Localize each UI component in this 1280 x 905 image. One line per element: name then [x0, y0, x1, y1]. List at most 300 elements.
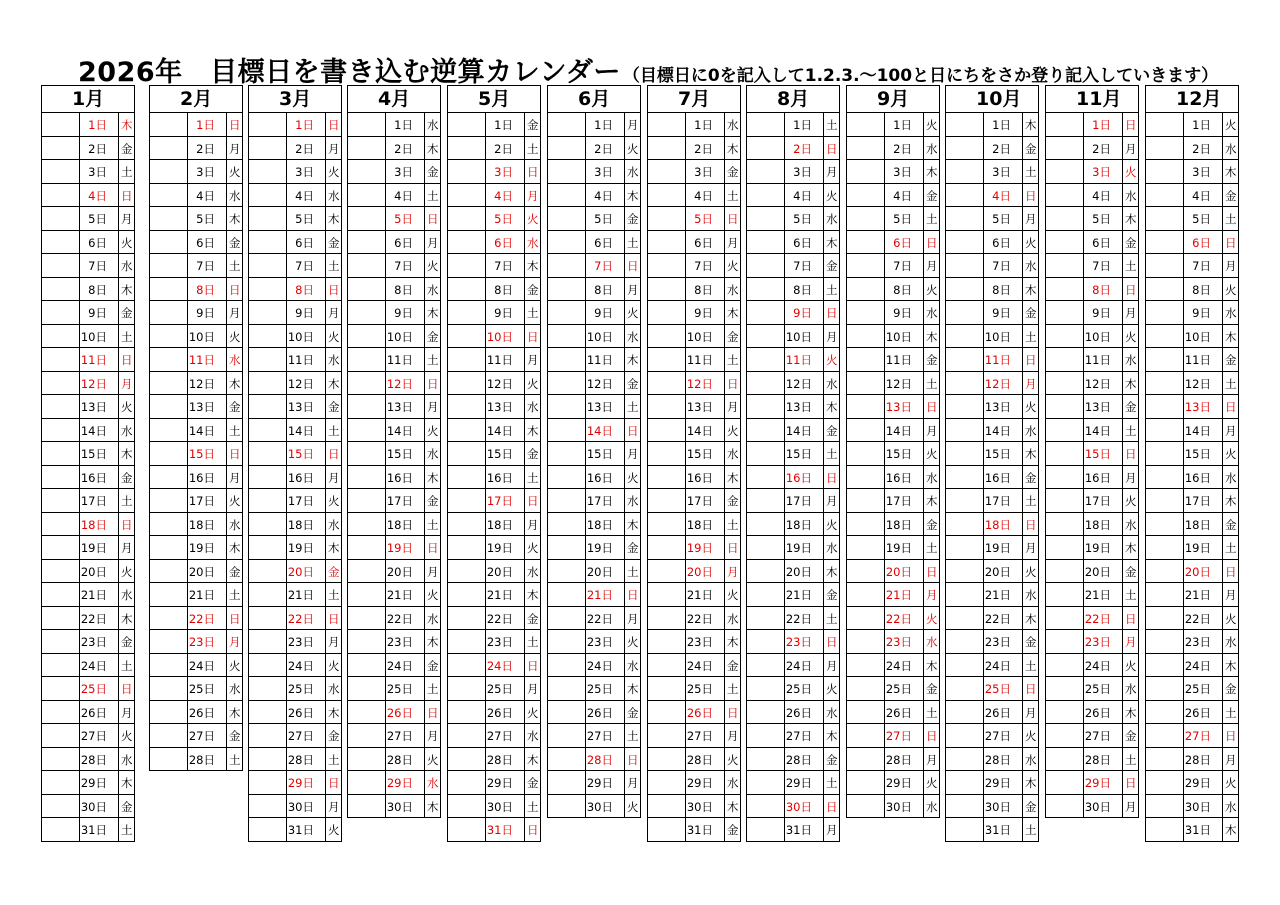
weekday-divider	[226, 536, 227, 559]
weekday-label: 土	[926, 376, 938, 391]
day-number: 27日	[586, 729, 613, 743]
weekday-label: 水	[1225, 141, 1237, 156]
day-row	[547, 748, 641, 772]
day-number: 31日	[486, 823, 513, 837]
day-row	[945, 325, 1039, 349]
day-row	[945, 583, 1039, 607]
weekday-divider	[823, 184, 824, 207]
weekday-divider	[724, 818, 725, 841]
day-row	[746, 818, 840, 842]
weekday-divider	[923, 113, 924, 136]
day-row	[647, 748, 741, 772]
weekday-label: 木	[1225, 165, 1237, 179]
weekday-divider	[325, 231, 326, 254]
weekday-label: 水	[1125, 682, 1137, 696]
day-number: 18日	[686, 517, 713, 532]
day-row	[547, 701, 641, 725]
weekday-divider	[1122, 442, 1123, 465]
day-number: 13日	[188, 400, 215, 414]
day-number: 6日	[594, 235, 613, 250]
weekday-label: 月	[727, 235, 739, 250]
day-number: 24日	[80, 658, 107, 673]
weekday-divider	[1222, 207, 1223, 230]
weekday-divider	[823, 748, 824, 771]
weekday-divider	[823, 278, 824, 301]
weekday-divider	[118, 395, 119, 418]
weekday-divider	[325, 442, 326, 465]
day-number: 6日	[893, 235, 912, 250]
weekday-divider	[1122, 677, 1123, 700]
memo-cell-divider	[286, 113, 287, 136]
day-number: 3日	[594, 165, 613, 179]
day-number: 20日	[686, 564, 713, 579]
weekday-divider	[226, 254, 227, 277]
weekday-label: 土	[826, 776, 838, 790]
memo-cell-divider	[784, 630, 785, 653]
month-header: 9月	[846, 85, 940, 113]
day-row	[41, 489, 135, 513]
weekday-label: 火	[1225, 611, 1237, 626]
weekday-label: 月	[427, 729, 439, 743]
day-row	[1145, 348, 1239, 372]
day-row	[846, 419, 940, 443]
day-number: 29日	[984, 776, 1011, 790]
weekday-label: 土	[727, 682, 739, 696]
memo-cell-divider	[286, 630, 287, 653]
day-row	[447, 231, 541, 255]
day-row	[41, 513, 135, 537]
day-number: 22日	[1184, 611, 1211, 626]
weekday-divider	[118, 348, 119, 371]
weekday-divider	[624, 795, 625, 818]
memo-cell-divider	[79, 348, 80, 371]
day-number: 1日	[893, 118, 912, 132]
day-number: 22日	[1084, 611, 1111, 626]
weekday-divider	[823, 325, 824, 348]
memo-cell-divider	[685, 442, 686, 465]
weekday-divider	[1222, 818, 1223, 841]
day-number: 7日	[893, 259, 912, 273]
day-number: 1日	[594, 118, 613, 132]
day-row	[149, 395, 243, 419]
weekday-divider	[118, 654, 119, 677]
weekday-label: 金	[1225, 682, 1237, 696]
weekday-divider	[1122, 795, 1123, 818]
day-row	[647, 207, 741, 231]
month-header: 6月	[547, 85, 641, 113]
day-number: 12日	[287, 376, 314, 391]
day-row	[945, 207, 1039, 231]
weekday-divider	[424, 701, 425, 724]
day-number: 12日	[80, 376, 107, 391]
memo-cell-divider	[1083, 372, 1084, 395]
memo-cell-divider	[286, 677, 287, 700]
day-number: 2日	[992, 141, 1011, 156]
weekday-divider	[624, 372, 625, 395]
day-row	[149, 677, 243, 701]
memo-cell-divider	[685, 325, 686, 348]
weekday-label: 水	[1125, 188, 1137, 203]
weekday-label: 土	[229, 423, 241, 438]
day-row	[746, 466, 840, 490]
weekday-label: 水	[427, 447, 439, 461]
weekday-divider	[624, 489, 625, 512]
day-number: 21日	[1184, 588, 1211, 602]
weekday-label: 日	[627, 752, 639, 767]
weekday-label: 日	[826, 141, 838, 156]
memo-cell-divider	[187, 654, 188, 677]
day-row	[647, 654, 741, 678]
weekday-divider	[1122, 254, 1123, 277]
weekday-divider	[1222, 301, 1223, 324]
weekday-divider	[624, 113, 625, 136]
day-number: 19日	[984, 541, 1011, 555]
day-number: 9日	[394, 306, 413, 320]
day-row	[647, 630, 741, 654]
weekday-divider	[226, 372, 227, 395]
day-row	[248, 160, 342, 184]
weekday-label: 木	[1225, 658, 1237, 673]
memo-cell-divider	[187, 466, 188, 489]
memo-cell-divider	[685, 395, 686, 418]
memo-cell-divider	[286, 489, 287, 512]
month-column	[149, 85, 243, 771]
weekday-divider	[118, 513, 119, 536]
weekday-label: 火	[527, 541, 539, 555]
memo-cell-divider	[585, 137, 586, 160]
day-row	[149, 536, 243, 560]
memo-cell-divider	[784, 325, 785, 348]
day-number: 6日	[494, 235, 513, 250]
weekday-divider	[1022, 489, 1023, 512]
weekday-label: 火	[727, 259, 739, 273]
day-number: 20日	[1184, 564, 1211, 579]
weekday-label: 木	[527, 259, 539, 273]
weekday-divider	[624, 654, 625, 677]
day-row	[647, 583, 741, 607]
weekday-divider	[118, 325, 119, 348]
weekday-divider	[1222, 419, 1223, 442]
weekday-label: 水	[1225, 635, 1237, 649]
weekday-label: 火	[1225, 776, 1237, 790]
weekday-divider	[325, 583, 326, 606]
weekday-label: 火	[427, 752, 439, 767]
weekday-divider	[1022, 771, 1023, 794]
day-number: 3日	[893, 165, 912, 179]
memo-cell-divider	[385, 325, 386, 348]
day-row	[647, 160, 741, 184]
day-row	[447, 442, 541, 466]
day-row	[447, 630, 541, 654]
month-header: 11月	[1045, 85, 1139, 113]
weekday-divider	[923, 231, 924, 254]
memo-cell-divider	[983, 254, 984, 277]
weekday-label: 日	[926, 235, 938, 250]
weekday-divider	[524, 160, 525, 183]
day-number: 21日	[586, 588, 613, 602]
day-row	[347, 278, 441, 302]
day-row	[846, 348, 940, 372]
day-row	[1045, 607, 1139, 631]
memo-cell-divider	[1183, 654, 1184, 677]
day-number: 24日	[188, 658, 215, 673]
day-row	[347, 207, 441, 231]
memo-cell-divider	[884, 395, 885, 418]
weekday-divider	[1022, 113, 1023, 136]
day-number: 3日	[992, 165, 1011, 179]
day-number: 20日	[486, 564, 513, 579]
memo-cell-divider	[685, 113, 686, 136]
weekday-label: 日	[627, 423, 639, 438]
memo-cell-divider	[79, 654, 80, 677]
weekday-label: 土	[427, 682, 439, 696]
day-number: 25日	[1184, 682, 1211, 696]
month-header: 5月	[447, 85, 541, 113]
weekday-divider	[624, 442, 625, 465]
day-row	[41, 325, 135, 349]
day-row	[347, 489, 441, 513]
day-row	[547, 513, 641, 537]
memo-cell-divider	[784, 654, 785, 677]
weekday-label: 火	[328, 329, 340, 344]
weekday-label: 水	[926, 141, 938, 156]
day-row	[746, 301, 840, 325]
day-row	[447, 748, 541, 772]
weekday-divider	[923, 748, 924, 771]
weekday-label: 日	[926, 400, 938, 414]
weekday-divider	[724, 466, 725, 489]
memo-cell-divider	[784, 560, 785, 583]
memo-cell-divider	[385, 254, 386, 277]
memo-cell-divider	[685, 160, 686, 183]
day-row	[248, 348, 342, 372]
weekday-label: 月	[328, 306, 340, 320]
weekday-label: 金	[1025, 635, 1037, 649]
weekday-divider	[325, 489, 326, 512]
day-row	[1145, 207, 1239, 231]
day-number: 7日	[494, 259, 513, 273]
weekday-divider	[524, 137, 525, 160]
day-row	[846, 630, 940, 654]
weekday-divider	[1222, 231, 1223, 254]
weekday-divider	[823, 207, 824, 230]
weekday-divider	[524, 184, 525, 207]
weekday-label: 金	[427, 329, 439, 344]
weekday-divider	[823, 301, 824, 324]
weekday-label: 水	[229, 188, 241, 203]
weekday-divider	[226, 701, 227, 724]
weekday-divider	[823, 818, 824, 841]
day-number: 26日	[885, 705, 912, 720]
weekday-label: 金	[229, 235, 241, 250]
day-row	[149, 231, 243, 255]
day-row	[846, 372, 940, 396]
day-row	[547, 630, 641, 654]
memo-cell-divider	[79, 184, 80, 207]
day-row	[1045, 701, 1139, 725]
day-row	[248, 724, 342, 748]
weekday-label: 日	[229, 118, 241, 132]
day-row	[149, 442, 243, 466]
day-number: 11日	[80, 353, 107, 367]
memo-cell-divider	[187, 278, 188, 301]
memo-cell-divider	[884, 442, 885, 465]
weekday-label: 金	[1025, 799, 1037, 814]
memo-cell-divider	[79, 677, 80, 700]
day-number: 28日	[386, 752, 413, 767]
day-number: 18日	[1084, 517, 1111, 532]
weekday-label: 水	[727, 118, 739, 132]
day-number: 15日	[984, 447, 1011, 461]
day-number: 6日	[295, 235, 314, 250]
weekday-label: 木	[826, 400, 838, 414]
weekday-divider	[1222, 724, 1223, 747]
weekday-divider	[424, 677, 425, 700]
memo-cell-divider	[784, 301, 785, 324]
day-row	[846, 160, 940, 184]
day-row	[547, 442, 641, 466]
weekday-label: 木	[229, 212, 241, 226]
day-row	[846, 607, 940, 631]
month-column	[846, 85, 940, 818]
day-row	[647, 278, 741, 302]
day-row	[447, 583, 541, 607]
memo-cell-divider	[1083, 184, 1084, 207]
weekday-label: 金	[627, 376, 639, 391]
day-number: 19日	[287, 541, 314, 555]
weekday-label: 日	[427, 541, 439, 555]
weekday-label: 金	[926, 682, 938, 696]
day-number: 23日	[80, 635, 107, 649]
memo-cell-divider	[983, 583, 984, 606]
weekday-divider	[1022, 184, 1023, 207]
day-row	[1145, 137, 1239, 161]
day-number: 23日	[287, 635, 314, 649]
weekday-label: 火	[627, 306, 639, 320]
day-number: 18日	[188, 517, 215, 532]
weekday-label: 水	[527, 400, 539, 414]
memo-cell-divider	[685, 677, 686, 700]
memo-cell-divider	[187, 137, 188, 160]
day-row	[547, 560, 641, 584]
day-row	[41, 818, 135, 842]
memo-cell-divider	[79, 254, 80, 277]
memo-cell-divider	[286, 348, 287, 371]
weekday-divider	[1222, 348, 1223, 371]
weekday-label: 火	[121, 729, 133, 743]
weekday-divider	[823, 254, 824, 277]
day-row	[347, 466, 441, 490]
day-row	[1045, 654, 1139, 678]
memo-cell-divider	[187, 348, 188, 371]
day-number: 2日	[394, 141, 413, 156]
day-number: 18日	[287, 517, 314, 532]
weekday-label: 土	[1025, 329, 1037, 344]
weekday-label: 水	[627, 329, 639, 344]
weekday-label: 金	[826, 752, 838, 767]
weekday-label: 木	[826, 235, 838, 250]
day-row	[945, 466, 1039, 490]
memo-cell-divider	[1183, 325, 1184, 348]
day-number: 14日	[1184, 423, 1211, 438]
memo-cell-divider	[685, 348, 686, 371]
weekday-label: 木	[727, 799, 739, 814]
memo-cell-divider	[884, 184, 885, 207]
weekday-label: 金	[121, 470, 133, 485]
day-number: 1日	[394, 118, 413, 132]
weekday-divider	[524, 395, 525, 418]
weekday-label: 水	[727, 611, 739, 626]
day-number: 10日	[686, 329, 713, 344]
weekday-label: 火	[229, 658, 241, 673]
weekday-divider	[1022, 654, 1023, 677]
day-number: 3日	[793, 165, 812, 179]
day-number: 9日	[196, 306, 215, 320]
day-number: 24日	[486, 658, 513, 673]
weekday-divider	[1122, 301, 1123, 324]
day-row	[1145, 419, 1239, 443]
day-row	[547, 771, 641, 795]
day-row	[447, 771, 541, 795]
weekday-divider	[524, 583, 525, 606]
day-row	[1045, 278, 1139, 302]
memo-cell-divider	[983, 771, 984, 794]
weekday-label: 金	[627, 705, 639, 720]
memo-cell-divider	[1083, 677, 1084, 700]
weekday-divider	[724, 184, 725, 207]
weekday-label: 日	[727, 705, 739, 720]
memo-cell-divider	[485, 607, 486, 630]
day-number: 27日	[486, 729, 513, 743]
memo-cell-divider	[187, 301, 188, 324]
weekday-divider	[823, 348, 824, 371]
weekday-label: 火	[527, 705, 539, 720]
day-row	[41, 254, 135, 278]
day-row	[248, 771, 342, 795]
weekday-divider	[424, 513, 425, 536]
day-row	[846, 442, 940, 466]
day-row	[846, 724, 940, 748]
weekday-divider	[624, 395, 625, 418]
memo-cell-divider	[784, 724, 785, 747]
day-number: 23日	[486, 635, 513, 649]
day-number: 17日	[486, 494, 513, 508]
memo-cell-divider	[784, 466, 785, 489]
day-number: 26日	[80, 705, 107, 720]
weekday-divider	[624, 301, 625, 324]
day-row	[347, 231, 441, 255]
day-number: 29日	[386, 776, 413, 790]
day-number: 22日	[785, 611, 812, 626]
day-row	[746, 419, 840, 443]
day-row	[1045, 442, 1139, 466]
weekday-divider	[524, 301, 525, 324]
day-number: 23日	[1184, 635, 1211, 649]
memo-cell-divider	[1083, 583, 1084, 606]
memo-cell-divider	[983, 489, 984, 512]
weekday-label: 木	[427, 306, 439, 320]
day-number: 20日	[287, 564, 314, 579]
day-number: 8日	[88, 282, 107, 297]
weekday-label: 月	[328, 470, 340, 485]
memo-cell-divider	[79, 442, 80, 465]
day-number: 30日	[80, 799, 107, 814]
weekday-label: 木	[427, 141, 439, 156]
weekday-label: 月	[1225, 752, 1237, 767]
weekday-divider	[118, 278, 119, 301]
memo-cell-divider	[385, 160, 386, 183]
weekday-label: 月	[627, 776, 639, 790]
